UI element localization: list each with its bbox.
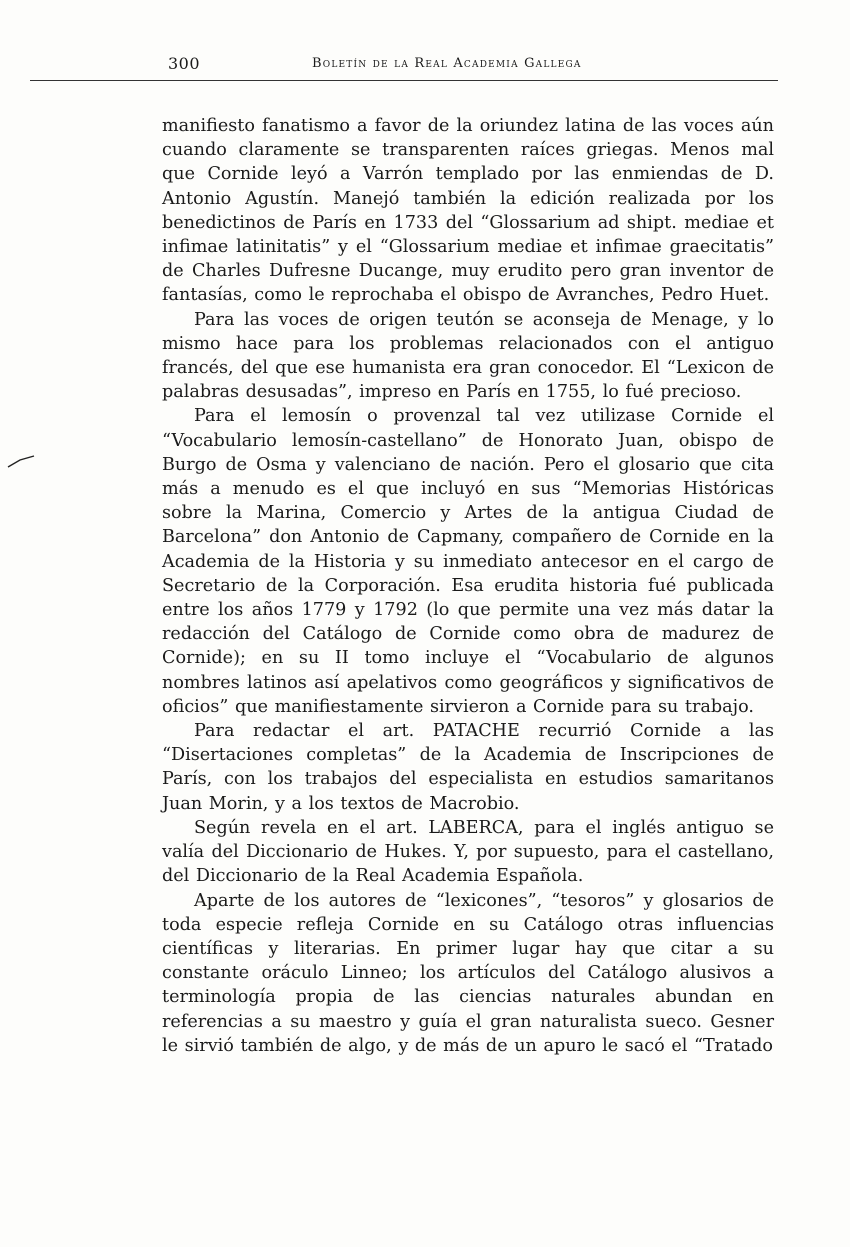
paragraph: Para las voces de origen teutón se aconseja de Menage, y lo mismo hace para los problemas relacionados con el antiguo francés, del que ese humanista era gran conocedor. El “Lexicon de palabras desusadas”, impreso en París en 1755, lo fué precioso. — [162, 309, 774, 403]
paragraph: Según revela en el art. LABERCA, para el inglés antiguo se valía del Diccionario de Hukes. Y, por supuesto, para el castellano, del Diccionario de la Real Academia Española. — [162, 817, 774, 887]
paragraph: Para redactar el art. PATACHE recurrió Cornide a las “Disertaciones completas” de la Academia de Inscripciones de París, con los trabajos del especialista en estudios samaritanos Juan Morin, y a los textos de Macrobio. — [162, 721, 774, 814]
header-rule — [30, 80, 778, 81]
paragraph: Para el lemosín o provenzal tal vez utilizase Cornide el “Vocabulario lemosín-castellano” de Honorato Juan, obispo de Burgo de Osma y valenciano de nación. Pero el glosario que cita más a menudo es el que incluyó en sus “Memorias Históricas sobre la Marina, Comercio y Artes de la antigua Ciudad de Barcelona” don Antonio de Capmany, compañero de Cornide en la Academia de la Historia y su inmediato antecesor en el cargo de Secretario de la Corporación. Esa erudita historia fué publicada entre los años 1779 y 1792 (lo que permite una vez más datar la redacción del Catálogo de Cornide como obra de madurez de Cornide); en su II tomo incluye el “Vocabulario de algunos nombres latinos así apelativos como geográficos y significativos de oficios” que manifiestamente sirvieron a Cornide para su trabajo. — [162, 406, 774, 717]
paragraph: Aparte de los autores de “lexicones”, “tesoros” y glosarios de toda especie refleja Cornide en su Catálogo otras influencias científicas y literarias. En primer lugar hay que citar a su constante oráculo Linneo; los artículos del Catálogo alusivos a terminología propia de las ciencias naturales abundan en referencias a su maestro y guía el gran naturalista sueco. Gesner le sirvió también de algo, y de más de un apuro le sacó el “Tratado — [162, 890, 774, 1056]
paragraph: manifiesto fanatismo a favor de la oriundez latina de las voces aún cuando claramente se transparenten raíces griegas. Menos mal que Cornide leyó a Varrón templado por las enmiendas de D. Antonio Agustín. Manejó también la edición realizada por los benedictinos de París en 1733 del “Glossarium ad shipt. mediae et infimae latinitatis” y el “Glossarium mediae et infimae graecitatis” de Charles Dufresne Ducange, muy erudito pero gran inventor de fantasías, como le reprochaba el obispo de Avranches, Pedro Huet. — [162, 116, 774, 306]
page-number: 300 — [168, 54, 201, 73]
body-text — [162, 114, 774, 1058]
page-header — [168, 50, 778, 80]
running-title: Boletín de la Real Academia Gallega — [312, 56, 582, 71]
margin-pencil-mark-icon — [6, 455, 36, 469]
